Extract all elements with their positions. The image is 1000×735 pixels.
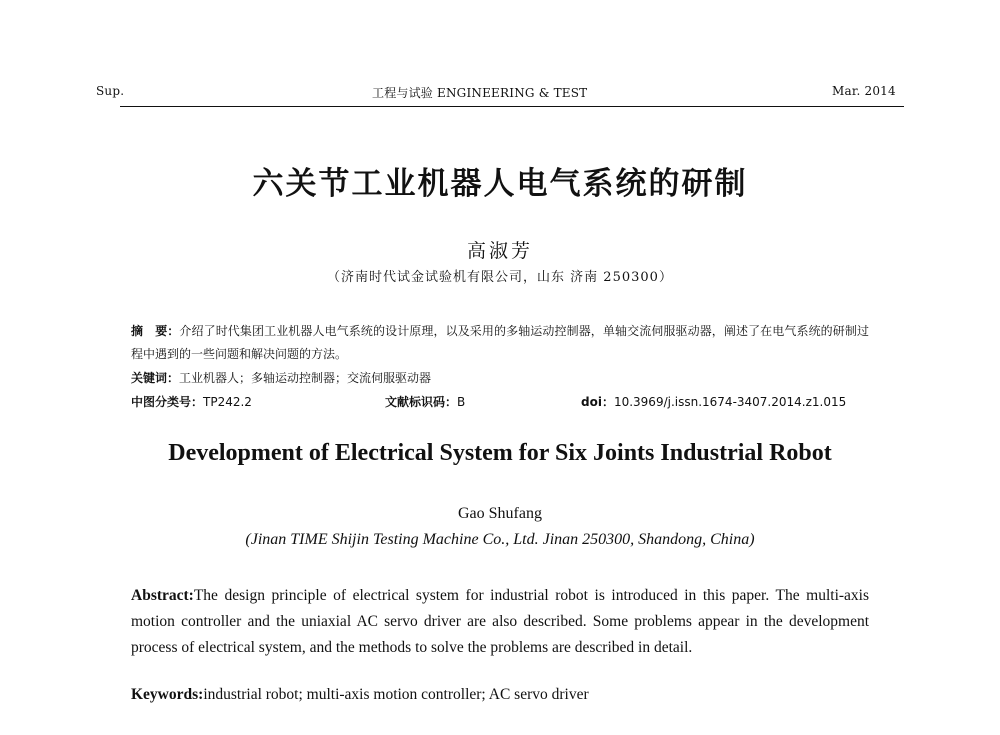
abstract-english-text: The design principle of electrical system for industrial robot is introduced in this paper. The multi-axis motion controller and the uniaxial AC servo driver are also described. Some problems appear in the development process of electrical system, and the methods to solve the problems are described in detail. [131, 587, 869, 656]
doi-field [581, 393, 846, 410]
author-chinese: 高淑芳 [466, 240, 533, 262]
clc-label: 中图分类号： [131, 395, 204, 409]
keywords-chinese-label: 关键词： [131, 371, 180, 385]
abstract-chinese [131, 320, 869, 366]
affiliation-chinese: （济南时代试金试验机有限公司，山东 济南 250300） [327, 270, 673, 285]
title-english: Development of Electrical System for Six Joints Industrial Robot [168, 440, 832, 466]
keywords-chinese [131, 369, 431, 386]
keywords-english-label: Keywords: [131, 686, 204, 703]
abstract-chinese-text: 介绍了时代集团工业机器人电气系统的设计原理，以及采用的多轴运动控制器，单轴交流伺服驱动器，阐述了在电气系统的研制过程中遇到的一些问题和解决问题的方法。 [131, 324, 869, 361]
abstract-english [131, 583, 869, 661]
header-rule [120, 106, 904, 107]
doi-label: doi： [581, 395, 614, 409]
abstract-english-label: Abstract: [131, 587, 194, 604]
doc-code-label: 文献标识码： [385, 395, 458, 409]
header-left: Sup. [96, 84, 125, 98]
abstract-chinese-label: 摘 要： [131, 324, 180, 338]
keywords-english [131, 686, 589, 704]
header-date: Mar. 2014 [832, 84, 896, 98]
doi-value: 10.3969/j.issn.1674-3407.2014.z1.015 [613, 395, 847, 409]
clc-value: TP242.2 [203, 395, 252, 409]
title-chinese: 六关节工业机器人电气系统的研制 [252, 166, 748, 202]
affiliation-english: (Jinan TIME Shijin Testing Machine Co., Ltd. Jinan 250300, Shandong, China) [245, 531, 755, 548]
keywords-chinese-text: 工业机器人；多轴运动控制器；交流伺服驱动器 [179, 371, 432, 385]
author-english: Gao Shufang [458, 505, 542, 522]
doc-code-field [385, 393, 465, 410]
doc-code-value: B [457, 395, 466, 409]
keywords-english-text: industrial robot; multi-axis motion controller; AC servo driver [203, 686, 589, 703]
header-journal: 工程与试验 ENGINEERING & TEST [372, 86, 588, 100]
clc-field [131, 393, 252, 410]
